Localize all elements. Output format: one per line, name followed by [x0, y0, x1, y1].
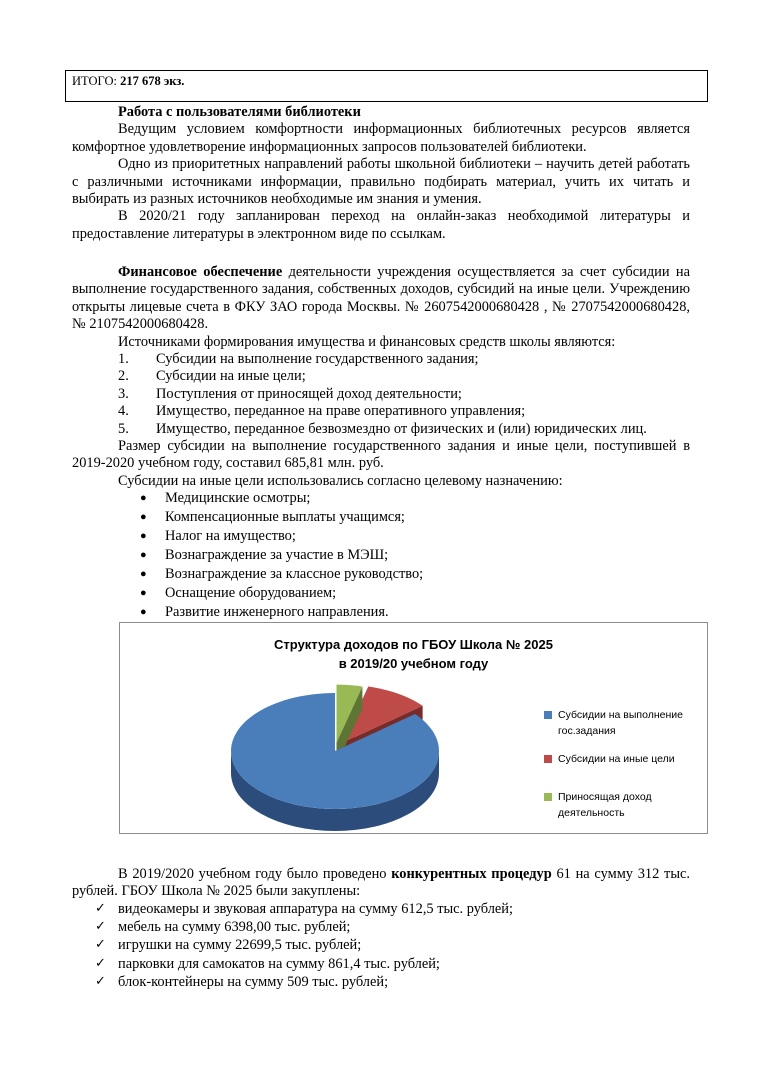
- legend-item-other-subsidies: [544, 751, 704, 767]
- library-paragraph-1: Ведущим условием комфортности информационных библиотечных ресурсов является комфортное удовлетворение информационных запросов пользователей библиотеки.: [72, 121, 690, 155]
- legend-swatch: [544, 711, 552, 719]
- list-text: Вознаграждение за участие в МЭШ;: [165, 546, 389, 563]
- chart-legend: [544, 707, 704, 833]
- list-number: 5.: [118, 420, 129, 437]
- bullet-icon: ●: [140, 548, 147, 561]
- list-item: [72, 937, 690, 955]
- finance-lead-bold: Финансовое обеспечение: [118, 264, 283, 280]
- list-text: Налог на имущество;: [165, 527, 296, 544]
- subsidy-size-paragraph: Размер субсидии на выполнение государственного задания и иные цели, поступившей в 2019-2020 учебном году, составил 685,81 млн. руб.: [72, 437, 690, 472]
- list-text: Имущество, переданное безвозмездно от физических и (или) юридических лиц.: [156, 420, 647, 437]
- other-uses-intro: Субсидии на иные цели использовались согласно целевому назначению:: [118, 472, 563, 489]
- list-text: блок-контейнеры на сумму 509 тыс. рублей;: [118, 974, 389, 990]
- checkmark-icon: ✓: [95, 974, 106, 989]
- checkmark-icon: ✓: [95, 955, 106, 971]
- list-item: [72, 974, 690, 992]
- procurement-paragraph: [72, 866, 690, 901]
- procurement-section: [72, 866, 690, 992]
- library-paragraph-3: В 2020/21 году запланирован переход на онлайн-заказ необходимой литературы и предоставление литературы в электронном виде по ссылкам.: [72, 208, 690, 242]
- chart-title-line-2: в 2019/20 учебном году: [338, 656, 489, 671]
- total-box: [65, 70, 708, 102]
- list-text: Медицинские осмотры;: [165, 490, 311, 507]
- procurement-text-bold: конкурентных процедур: [391, 866, 552, 882]
- legend-item-state-task: [544, 707, 704, 739]
- list-text: Субсидии на выполнение государственного задания;: [156, 351, 479, 368]
- bullet-icon: ●: [140, 529, 147, 542]
- list-text: Оснащение оборудованием;: [165, 584, 337, 601]
- list-text: видеокамеры и звуковая аппаратура на сумму 612,5 тыс. рублей;: [118, 900, 513, 917]
- legend-text: деятельность: [558, 807, 625, 819]
- legend-item-income-activity: [544, 789, 704, 821]
- legend-text: Субсидии на выполнение: [558, 709, 683, 721]
- legend-swatch: [544, 755, 552, 763]
- checkmark-icon: ✓: [95, 919, 106, 935]
- other-uses-list: [72, 490, 690, 622]
- library-paragraph-2: Одно из приоритетных направлений работы школьной библиотеки – научить детей работать с различными источниками информации, правильно подбирать материал, учить их читать и выбирать из разных источников необходимые им знания и умения.: [72, 156, 690, 208]
- total-label: ИТОГО:: [72, 74, 117, 88]
- legend-text: гос.задания: [558, 725, 616, 737]
- bullet-icon: ●: [140, 511, 147, 524]
- list-text: Поступления от приносящей доход деятельности;: [156, 385, 462, 402]
- finance-section: [72, 264, 690, 622]
- total-value: 217 678 экз.: [120, 74, 185, 88]
- checkmark-icon: ✓: [95, 900, 106, 916]
- bullet-icon: ●: [140, 492, 147, 505]
- sources-intro: Источниками формирования имущества и финансовых средств школы являются:: [118, 333, 616, 350]
- bullet-icon: ●: [140, 605, 147, 618]
- list-item: [72, 509, 690, 528]
- chart-title-line-1: Структура доходов по ГБОУ Школа № 2025: [274, 637, 553, 652]
- list-number: 4.: [118, 403, 129, 420]
- list-item: [72, 585, 690, 604]
- list-item: [72, 919, 690, 937]
- list-item: [72, 901, 690, 919]
- list-number: 3.: [118, 385, 129, 402]
- list-number: 1.: [118, 351, 129, 368]
- list-text: игрушки на сумму 22699,5 тыс. рублей;: [118, 937, 362, 954]
- list-item: [72, 566, 690, 585]
- list-item: [72, 421, 690, 438]
- purchases-list: [72, 901, 690, 992]
- list-item: [72, 351, 690, 368]
- legend-swatch: [544, 793, 552, 801]
- list-text: Имущество, переданное на праве оперативного управления;: [156, 403, 526, 420]
- legend-text: Субсидии на иные цели: [558, 753, 675, 765]
- list-item: [72, 956, 690, 974]
- list-item: [72, 490, 690, 509]
- list-item: [72, 604, 690, 623]
- list-item: [72, 386, 690, 403]
- list-item: [72, 403, 690, 420]
- list-text: парковки для самокатов на сумму 861,4 тыс. рублей;: [118, 955, 440, 972]
- list-text: мебель на сумму 6398,00 тыс. рублей;: [118, 919, 351, 936]
- procurement-text-1: В 2019/2020 учебном году было проведено: [118, 866, 392, 882]
- bullet-icon: ●: [140, 567, 147, 580]
- library-heading: Работа с пользователями библиотеки: [118, 104, 361, 120]
- checkmark-icon: ✓: [95, 937, 106, 953]
- finance-paragraph: [72, 264, 690, 334]
- library-section: [72, 104, 690, 243]
- list-item: [72, 547, 690, 566]
- list-text: Вознаграждение за классное руководство;: [165, 565, 424, 582]
- legend-text: Приносящая доход: [558, 791, 652, 803]
- finance-lead-text: деятельности учреждения осуществляется за счет субсидии на выполнение государственного задания, собственных доходов, субсидий на иные цели. Учреждению открыты лицевые счета в ФКУ ЗАО города Москвы. № 2607542000680428 , № 2707542000680428, № 2107542000680428.: [72, 264, 691, 333]
- list-item: [72, 528, 690, 547]
- list-text: Развитие инженерного направления.: [165, 603, 389, 620]
- list-item: [72, 368, 690, 385]
- list-text: Компенсационные выплаты учащимся;: [165, 509, 405, 526]
- list-number: 2.: [118, 368, 129, 385]
- sources-list: [72, 351, 690, 438]
- procurement-text-2: 61 на сумму 312 тыс. рублей. ГБОУ Школа № 2025 были закуплены:: [72, 866, 690, 900]
- bullet-icon: ●: [140, 586, 147, 599]
- list-text: Субсидии на иные цели;: [156, 368, 306, 385]
- income-pie-chart: [119, 622, 708, 834]
